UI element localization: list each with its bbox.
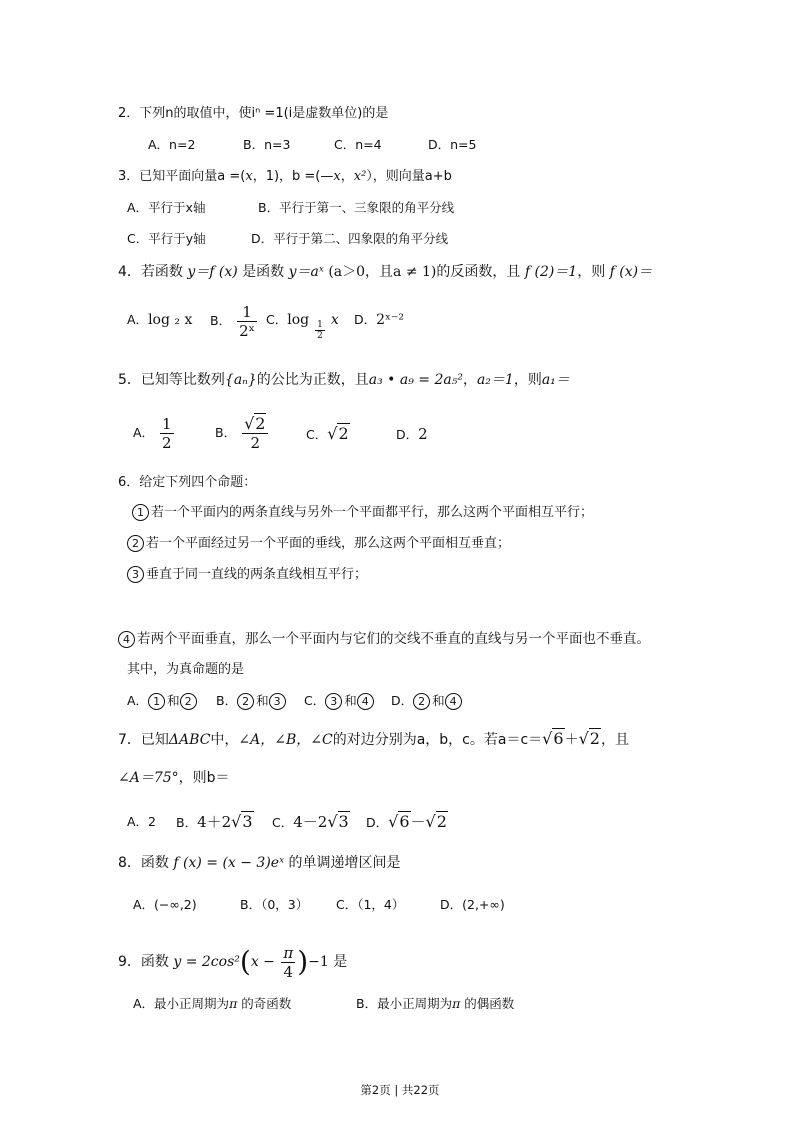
q6-option-b: B． 2 和 3	[216, 691, 288, 711]
q7-option-a: A．2	[127, 814, 157, 829]
q9-option-a: A．最小正周期为π 的奇函数	[133, 996, 292, 1011]
q5-option-b-fraction: $\frac{√2}{2}$	[242, 415, 268, 452]
q5-option-b: B． $\frac{√2}{2}$	[215, 415, 270, 452]
q3-stem: 3．已知平面向量a =(x，1)，b =(—x，x²），则向量a+b	[118, 169, 452, 184]
q2-option-b: B．n=3	[243, 137, 291, 152]
q9-pi-fraction: $\frac{\pi}{4}$	[283, 943, 294, 981]
q4-option-a: A．log ₂ x	[127, 312, 193, 328]
q5-option-d: D．2	[396, 425, 428, 443]
q4-stem: 4．若函数 y＝f (x) 是函数 y＝aˣ (a＞0，且a ≠ 1)的反函数，且 f (2)＝1，则 f (x)＝	[118, 264, 653, 280]
q3-option-d: D．平行于第二、四象限的角平分线	[251, 231, 449, 246]
q2-option-c: C．n=4	[334, 137, 382, 152]
q2-option-d: D．n=5	[428, 137, 477, 152]
q5-option-a: A． $\frac{1}{2}$	[133, 415, 172, 452]
q8-option-c: C．（1，4）	[336, 897, 405, 912]
q4-option-c-base: $\frac{1}{2}$	[317, 320, 323, 341]
q8-option-d: D．(2,+∞)	[440, 897, 505, 912]
q5-stem: 5．已知等比数列{aₙ}的公比为正数，且a₃ • a₉ = 2a₅²，a₂＝1，则a₁＝	[118, 372, 570, 388]
q7-stem: 7．已知ΔABC中，∠A，∠B，∠C的对边分别为a，b，c。若a＝c＝√6＋√2，且	[118, 729, 629, 748]
q3-option-b: B．平行于第一、三象限的角平分线	[258, 200, 455, 215]
q7-option-c: C．4－2√3	[272, 812, 349, 831]
q9-stem: 9．函数 y = 2cos²(x − $\frac{\pi}{4}$ )−1 是	[118, 943, 348, 981]
q6-option-c: C． 3 和 4	[304, 691, 376, 711]
q6-option-d: D． 2 和 4	[391, 691, 464, 711]
q3-option-c: C．平行于y轴	[127, 231, 206, 246]
q3-option-a: A．平行于x轴	[127, 200, 206, 215]
q9-option-b: B．最小正周期为π 的偶函数	[356, 996, 515, 1011]
q4-option-b: B． $\frac{1}{\text{2ˣ}}$	[210, 303, 255, 340]
q8-stem: 8．函数 f (x) = (x − 3)eˣ 的单调递增区间是	[118, 855, 401, 871]
q8-option-b: B．（0，3）	[240, 897, 309, 912]
q6-question: 其中，为真命题的是	[127, 662, 245, 677]
q4-option-b-fraction: $\frac{1}{\text{2ˣ}}$	[239, 303, 255, 340]
q7-option-b: B．4＋2√3	[176, 812, 253, 831]
q2-stem: 2．下列n的取值中，使iⁿ =1(i是虚数单位)的是	[118, 106, 389, 121]
q6-option-a: A． 1 和 2	[127, 691, 199, 711]
q7-stem-line2: ∠A＝75°，则b＝	[118, 770, 230, 786]
q6-proposition-1: 1 若一个平面内的两条直线与另外一个平面都平行，那么这两个平面相互平行；	[132, 503, 593, 523]
q7-option-d: D．√6－√2	[366, 812, 447, 831]
q4-option-c: C．log $\frac{1}{2}$ x	[266, 312, 339, 341]
q4-option-d: D．2ˣ⁻²	[354, 312, 404, 328]
q6-proposition-2: 2 若一个平面经过另一个平面的垂线，那么这两个平面相互垂直；	[127, 534, 510, 554]
q6-stem: 6．给定下列四个命题：	[118, 475, 257, 490]
q8-option-a: A．(−∞,2)	[133, 897, 197, 912]
q5-option-a-fraction: $\frac{1}{2}$	[162, 415, 172, 452]
q2-option-a: A．n=2	[148, 137, 196, 152]
page-footer: 第2页 | 共22页	[360, 1083, 440, 1097]
q6-proposition-3: 3 垂直于同一直线的两条直线相互平行；	[127, 565, 367, 585]
q5-option-c: C．√2	[306, 424, 349, 443]
q6-proposition-4: 4 若两个平面垂直，那么一个平面内与它们的交线不垂直的直线与另一个平面也不垂直。	[118, 629, 650, 649]
